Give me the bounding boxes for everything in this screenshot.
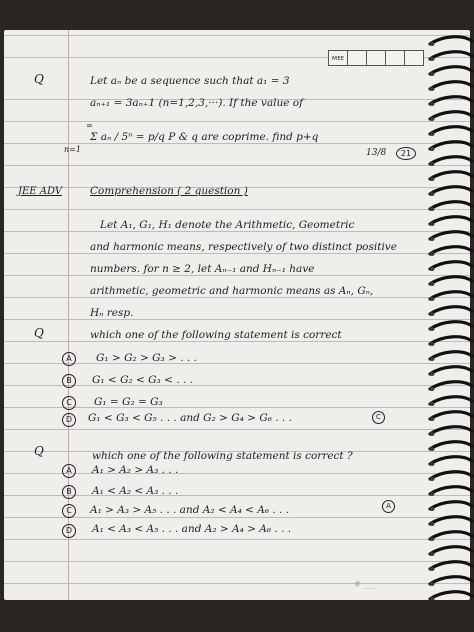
q3-option: A₁ > A₃ > A₅ . . . and A₂ < A₄ < A₆ . . . <box>90 504 290 516</box>
comprehension-line: Hₙ resp. <box>90 307 134 319</box>
spiral-coil <box>430 457 472 464</box>
q1-line: Σ aₙ / 5ⁿ = p/q P & q are coprime. find p+q <box>90 131 319 143</box>
spiral-coil <box>430 67 472 74</box>
punch-hole <box>430 177 435 181</box>
punch-hole <box>430 477 435 481</box>
question-marker: Q <box>34 444 44 458</box>
sum-upper-limit: ∞ <box>86 121 93 130</box>
footer-mark: # ___ <box>354 580 376 589</box>
spiral-coil <box>430 232 472 239</box>
punch-hole <box>430 297 435 301</box>
punch-hole <box>430 252 435 256</box>
q1-line: aₙ₊₁ = 3aₙ₊1 (n=1,2,3,···). If the value of <box>90 97 303 109</box>
punch-hole <box>430 237 435 241</box>
option-label: C <box>62 396 76 410</box>
spiral-coil <box>430 202 472 209</box>
punch-hole <box>430 72 435 76</box>
q2-option: G₁ < G₃ < G₅ . . . and G₂ > G₄ > G₆ . . . <box>88 412 292 424</box>
q3-option: A₁ > A₂ > A₃ . . . <box>92 464 179 476</box>
spiral-coil <box>430 97 472 104</box>
punch-hole <box>430 492 435 496</box>
spiral-coil <box>430 307 472 314</box>
comprehension-line: and harmonic means, respectively of two distinct positive <box>90 241 397 253</box>
spiral-coil <box>430 487 472 494</box>
spiral-coil <box>430 217 472 224</box>
spiral-coil <box>430 352 472 359</box>
q2-option: G₁ < G₂ < G₃ < . . . <box>92 374 193 386</box>
spiral-coil <box>430 532 472 539</box>
spiral-coil <box>430 562 472 569</box>
spiral-coil <box>430 127 472 134</box>
punch-hole <box>430 522 435 526</box>
spiral-coil <box>430 397 472 404</box>
comprehension-heading: Comprehension ( 2 question ) <box>90 185 248 197</box>
answer-fraction: 13/8 <box>366 148 387 158</box>
q2-question: which one of the following statement is correct <box>90 329 342 341</box>
spiral-coil <box>430 277 472 284</box>
spiral-coil <box>430 577 472 584</box>
q3-option: A₁ < A₃ < A₅ . . . and A₂ > A₄ > A₆ . . . <box>92 523 292 535</box>
answer-circle: C <box>372 411 385 424</box>
spiral-coil <box>430 337 472 344</box>
answer-circle: 21 <box>396 147 416 160</box>
punch-hole <box>430 147 435 151</box>
question-marker: Q <box>34 72 44 86</box>
spiral-coil <box>430 292 472 299</box>
q3-option: A₁ < A₂ < A₃ . . . <box>92 485 179 497</box>
q1-line: Let aₙ be a sequence such that a₁ = 3 <box>90 75 290 87</box>
spiral-coil <box>430 112 472 119</box>
spiral-coil <box>430 382 472 389</box>
header-box: ᴍᴇᴇ <box>328 50 348 66</box>
punch-hole <box>430 192 435 196</box>
punch-hole <box>430 507 435 511</box>
sum-lower-limit: n=1 <box>64 145 81 154</box>
spiral-coil <box>430 82 472 89</box>
spiral-coil <box>430 502 472 509</box>
spiral-coil <box>430 367 472 374</box>
spiral-coil <box>430 157 472 164</box>
punch-hole <box>430 162 435 166</box>
punch-hole <box>430 87 435 91</box>
punch-hole <box>430 417 435 421</box>
header-box <box>404 50 424 66</box>
spiral-coil <box>430 172 472 179</box>
punch-hole <box>430 447 435 451</box>
spiral-coil <box>430 547 472 554</box>
header-boxes <box>329 50 424 66</box>
q2-option: G₁ = G₂ = G₃ <box>94 396 163 408</box>
comprehension-line: arithmetic, geometric and harmonic means as Aₙ, Gₙ, <box>90 285 374 297</box>
punch-hole <box>430 462 435 466</box>
punch-hole <box>430 387 435 391</box>
spiral-coil <box>430 592 472 599</box>
punch-hole <box>430 372 435 376</box>
punch-hole <box>430 432 435 436</box>
spiral-coil <box>430 442 472 449</box>
punch-hole <box>430 537 435 541</box>
punch-hole <box>430 312 435 316</box>
notebook-page <box>4 30 470 600</box>
punch-hole <box>430 42 435 46</box>
spiral-coil <box>430 517 472 524</box>
punch-hole <box>430 207 435 211</box>
spiral-coil <box>430 262 472 269</box>
option-label: A <box>62 464 76 478</box>
punch-hole <box>430 342 435 346</box>
comprehension-line: Let A₁, G₁, H₁ denote the Arithmetic, Geometric <box>100 219 355 231</box>
punch-hole <box>430 117 435 121</box>
option-label: D <box>62 413 76 427</box>
punch-hole <box>430 357 435 361</box>
spiral-binding <box>428 30 474 600</box>
punch-hole <box>430 102 435 106</box>
exam-tag: JEE ADV <box>18 186 63 197</box>
punch-hole <box>430 57 435 61</box>
punch-hole <box>430 282 435 286</box>
answer-circle: A <box>382 500 395 513</box>
spiral-coil <box>430 37 472 44</box>
punch-hole <box>430 567 435 571</box>
punch-hole <box>430 582 435 586</box>
spiral-coil <box>430 427 472 434</box>
header-box <box>385 50 405 66</box>
punch-hole <box>430 222 435 226</box>
punch-hole <box>430 402 435 406</box>
punch-hole <box>430 327 435 331</box>
option-label: B <box>62 374 76 388</box>
header-box <box>366 50 386 66</box>
spiral-coil <box>430 322 472 329</box>
option-label: B <box>62 485 76 499</box>
spiral-coil <box>430 142 472 149</box>
spiral-coil <box>430 412 472 419</box>
spiral-coil <box>430 247 472 254</box>
spiral-coil <box>430 52 472 59</box>
punch-hole <box>430 132 435 136</box>
q3-question: which one of the following statement is correct ? <box>92 450 353 462</box>
comprehension-line: numbers. for n ≥ 2, let Aₙ₋₁ and Hₙ₋₁ have <box>90 263 315 275</box>
option-label: C <box>62 504 76 518</box>
option-label: A <box>62 352 76 366</box>
option-label: D <box>62 524 76 538</box>
question-marker: Q <box>34 326 44 340</box>
q2-option: G₁ > G₂ > G₃ > . . . <box>96 352 197 364</box>
spiral-coil <box>430 472 472 479</box>
spiral-coil <box>430 187 472 194</box>
punch-hole <box>430 267 435 271</box>
header-box <box>347 50 367 66</box>
punch-hole <box>430 552 435 556</box>
